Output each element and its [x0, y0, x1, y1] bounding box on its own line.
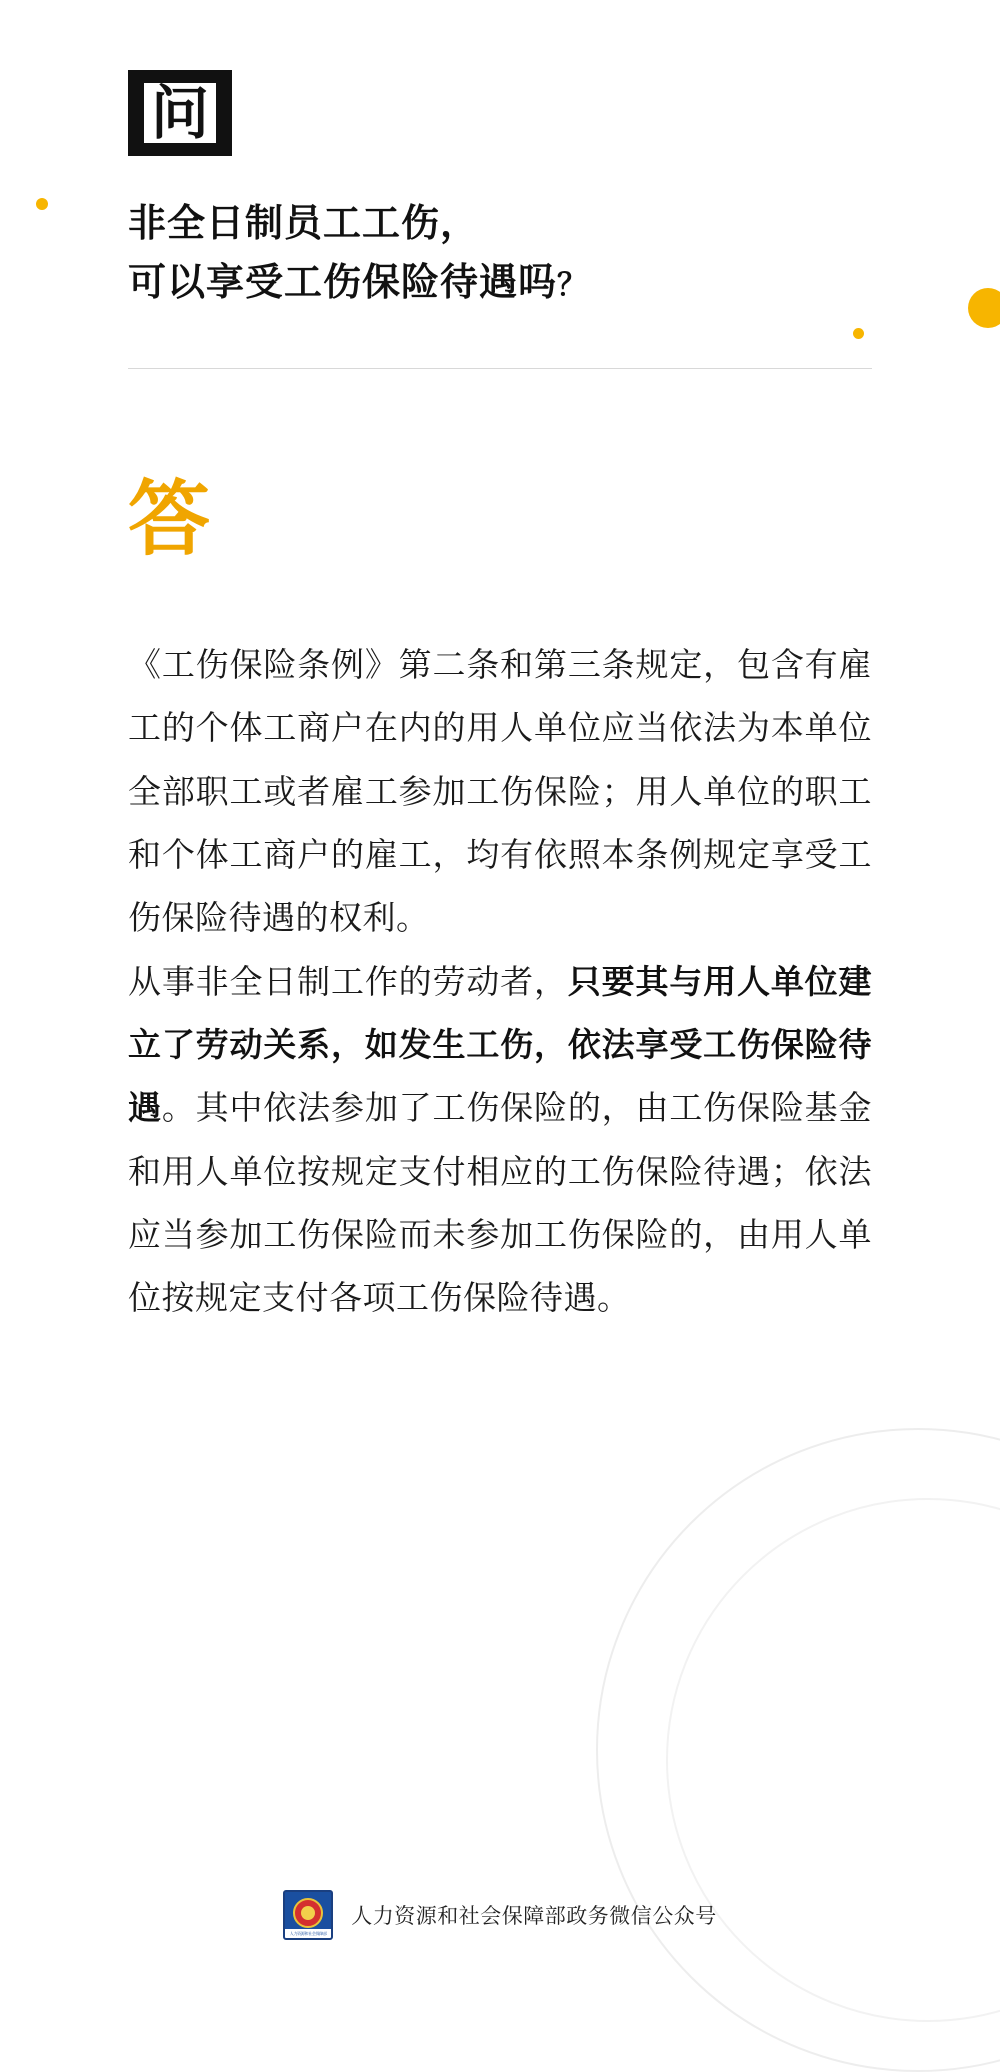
answer-paragraph-1: 《工伤保险条例》第二条和第三条规定，包含有雇工的个体工商户在内的用人单位应当依法为本单位全部职工或者雇工参加工伤保险；用人单位的职工和个体工商户的雇工，均有依照本条例规定享受工伤保险待遇的权利。	[128, 644, 872, 938]
question-title-line2-main: 可以享受工伤保险待遇吗	[128, 259, 558, 304]
question-badge-label: 问	[150, 79, 209, 147]
answer-paragraph-2-emphasis: 只要其与用人单位建立了劳动关系，如发生工伤，依法享受工伤保险待遇	[128, 961, 873, 1128]
poster-content	[0, 70, 1000, 1330]
footer-label: 人力资源和社会保障部政务微信公众号	[351, 1904, 717, 1928]
emblem-band-label: 人力资源和社会保障部	[285, 1929, 331, 1938]
title-divider	[128, 368, 872, 369]
answer-paragraph-2-part1: 从事非全日制工作的劳动者，	[128, 961, 568, 1001]
answer-paragraph-2	[128, 950, 872, 1330]
question-title-line1: 非全日制员工工伤，	[128, 201, 480, 245]
government-emblem-icon	[283, 1890, 333, 1940]
question-title-line2-tail: ？	[557, 267, 589, 303]
footer	[0, 1890, 1000, 1940]
answer-paragraph-2-part2: 。其中依法参加了工伤保险的，由工伤保险基金和用人单位按规定支付相应的工伤保险待遇；依法应当参加工伤保险而未参加工伤保险的，由用人单位按规定支付各项工伤保险待遇。	[128, 1088, 873, 1318]
question-badge	[128, 70, 232, 156]
page-title	[128, 194, 872, 312]
emblem-ring	[293, 1898, 323, 1928]
answer-body	[128, 633, 872, 1330]
question-title-line2	[128, 253, 872, 312]
answer-badge: 答	[128, 471, 213, 567]
